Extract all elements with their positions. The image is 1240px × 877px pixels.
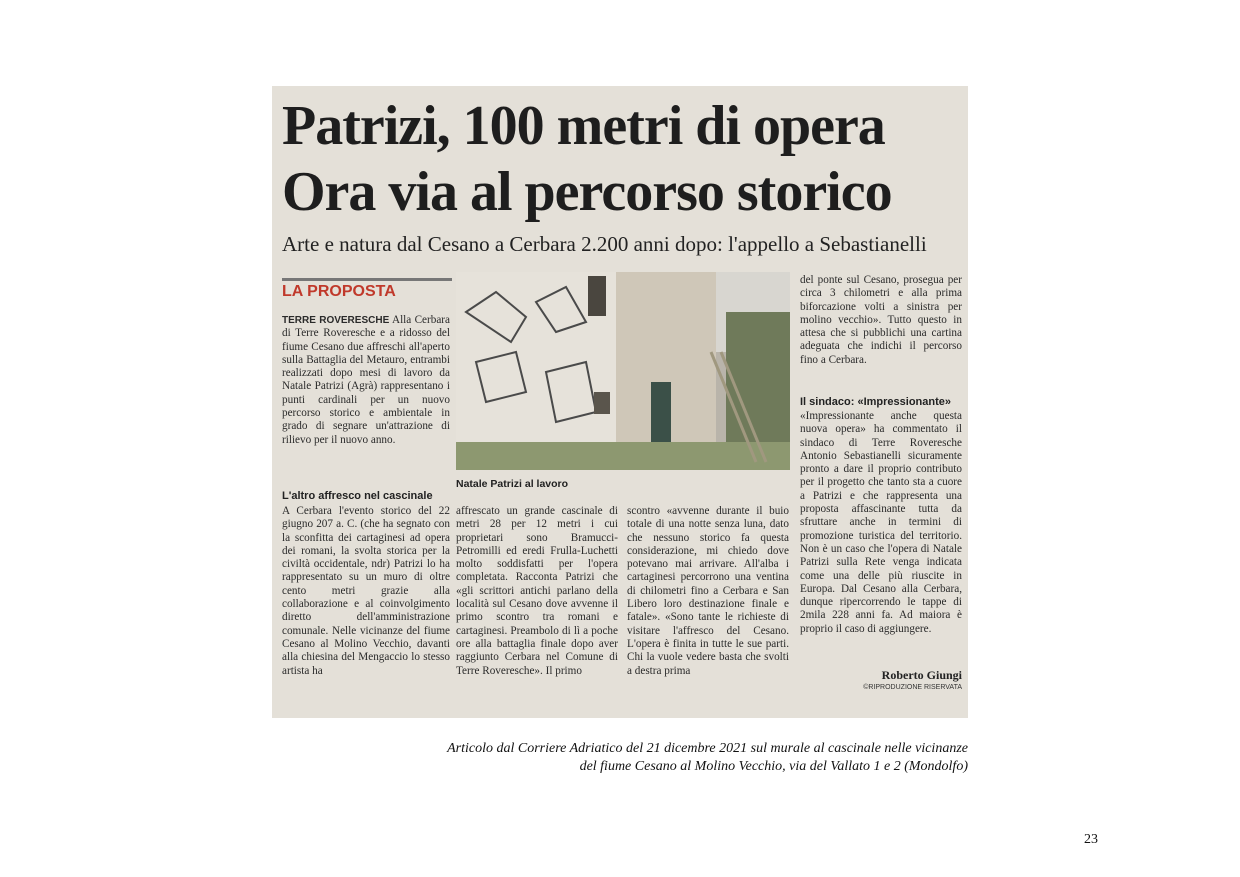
page-number: 23 <box>1084 832 1098 847</box>
page-caption <box>300 740 968 776</box>
author-signature: Roberto Giungi <box>881 668 962 682</box>
dateline: TERRE ROVERESCHE <box>282 315 390 326</box>
section-title-1: L'altro affresco nel cascinale <box>282 490 433 502</box>
headline-line-2: Ora via al percorso storico <box>282 161 892 223</box>
photo-caption: Natale Patrizi al lavoro <box>456 478 569 490</box>
mural-photo <box>456 272 790 470</box>
column-4-body: «Impressionante anche questa nuova opera» ha commentato il sindaco di Terre Roveresche Antonio Sebastianelli sicuramente pronto a dare il proprio contributo per il progetto che tanto sta a cuore a Patrizi e che rappresenta una proposta affascinante tutta da sfruttare anche in termini di promozione turistica del territorio. Non è un caso che l'opera di Natale Patrizi sulla Rete venga indicata come una delle più riuscite in Europa. Dal Cesano alla Cerbara, dunque ripercorrendo le tappe di 2mila 228 anni fa. Ad maiora è proprio il caso di aggiungere. <box>800 410 962 635</box>
subheadline: Arte e natura dal Cesano a Cerbara 2.200 anni dopo: l'appello a Sebastianelli <box>282 232 927 256</box>
newspaper-clipping <box>272 86 968 718</box>
column-4-top: del ponte sul Cesano, prosegua per circa 3 chilometri e alla prima biforcazione volti a sinistra per molino vecchio». Tutto questo in attesa che si pubblichi una cartina adeguata che indichi il percorso fino a Cerbara. <box>800 274 962 366</box>
column-1-intro <box>282 314 450 447</box>
copyright-notice: ©RIPRODUZIONE RISERVATA <box>863 684 962 691</box>
section-kicker: LA PROPOSTA <box>282 278 452 301</box>
headline-line-1: Patrizi, 100 metri di opera <box>282 95 885 157</box>
column-2-body: affrescato un grande cascinale di metri 28 per 12 metri i cui proprietari sono Bramucci-Petromilli ed eredi Frulla-Luchetti molto soddisfatti per l'opera completata. Racconta Patrizi che «gli scrittori antichi parlano della località sul Cesano dove avvenne il primo scontro tra romani e cartaginesi. Preambolo di lì a poche ore alla battaglia finale dopo aver raggiunto Cerbara nel Comune di Terre Roveresche». Il primo <box>456 505 618 677</box>
section-title-2: Il sindaco: «Impressionante» <box>800 396 951 408</box>
page-caption-line-1: Articolo dal Corriere Adriatico del 21 dicembre 2021 sul murale al cascinale nelle vicinanze <box>447 741 968 756</box>
column-1-body: A Cerbara l'evento storico del 22 giugno 207 a. C. (che ha segnato con la sconfitta dei cartaginesi ad opera dei romani, la svolta storica per la civiltà occidentale, ndr) Patrizi lo ha rappresentato su un muro di oltre cento metri grazie alla collaborazione e al coinvolgimento diretto dell'amministrazione comunale. Nelle vicinanze del fiume Cesano al Molino Vecchio, davanti alla chiesina del Mengaccio lo stesso artista ha <box>282 505 450 677</box>
page-caption-line-2: del fiume Cesano al Molino Vecchio, via del Vallato 1 e 2 (Mondolfo) <box>579 759 968 774</box>
intro-text: Alla Cerbara di Terre Roveresche e a ridosso del fiume Cesano due affreschi all'aperto sulla Battaglia del Metauro, entrambi realizzati dopo mesi di lavoro da Natale Patrizi (Agrà) rappresentano i punti cardinali per un nuovo percorso storico e ambientale in grado di segnare un'attrazione di rilievo per il nuovo anno. <box>282 314 450 446</box>
column-3-body: scontro «avvenne durante il buio totale di una notte senza luna, dato che nessuno storico fa questa considerazione, mi chiedo dove potevano mai arrivare. All'alba i cartaginesi percorrono una ventina di chilometri fino a Cerbara e San Libero loro destinazione finale e fatale». «Sono tante le richieste di visitare l'affresco del Cesano. L'opera è finita in tutte le sue parti. Chi la vuole vedere basta che svolti a destra prima <box>627 505 789 677</box>
